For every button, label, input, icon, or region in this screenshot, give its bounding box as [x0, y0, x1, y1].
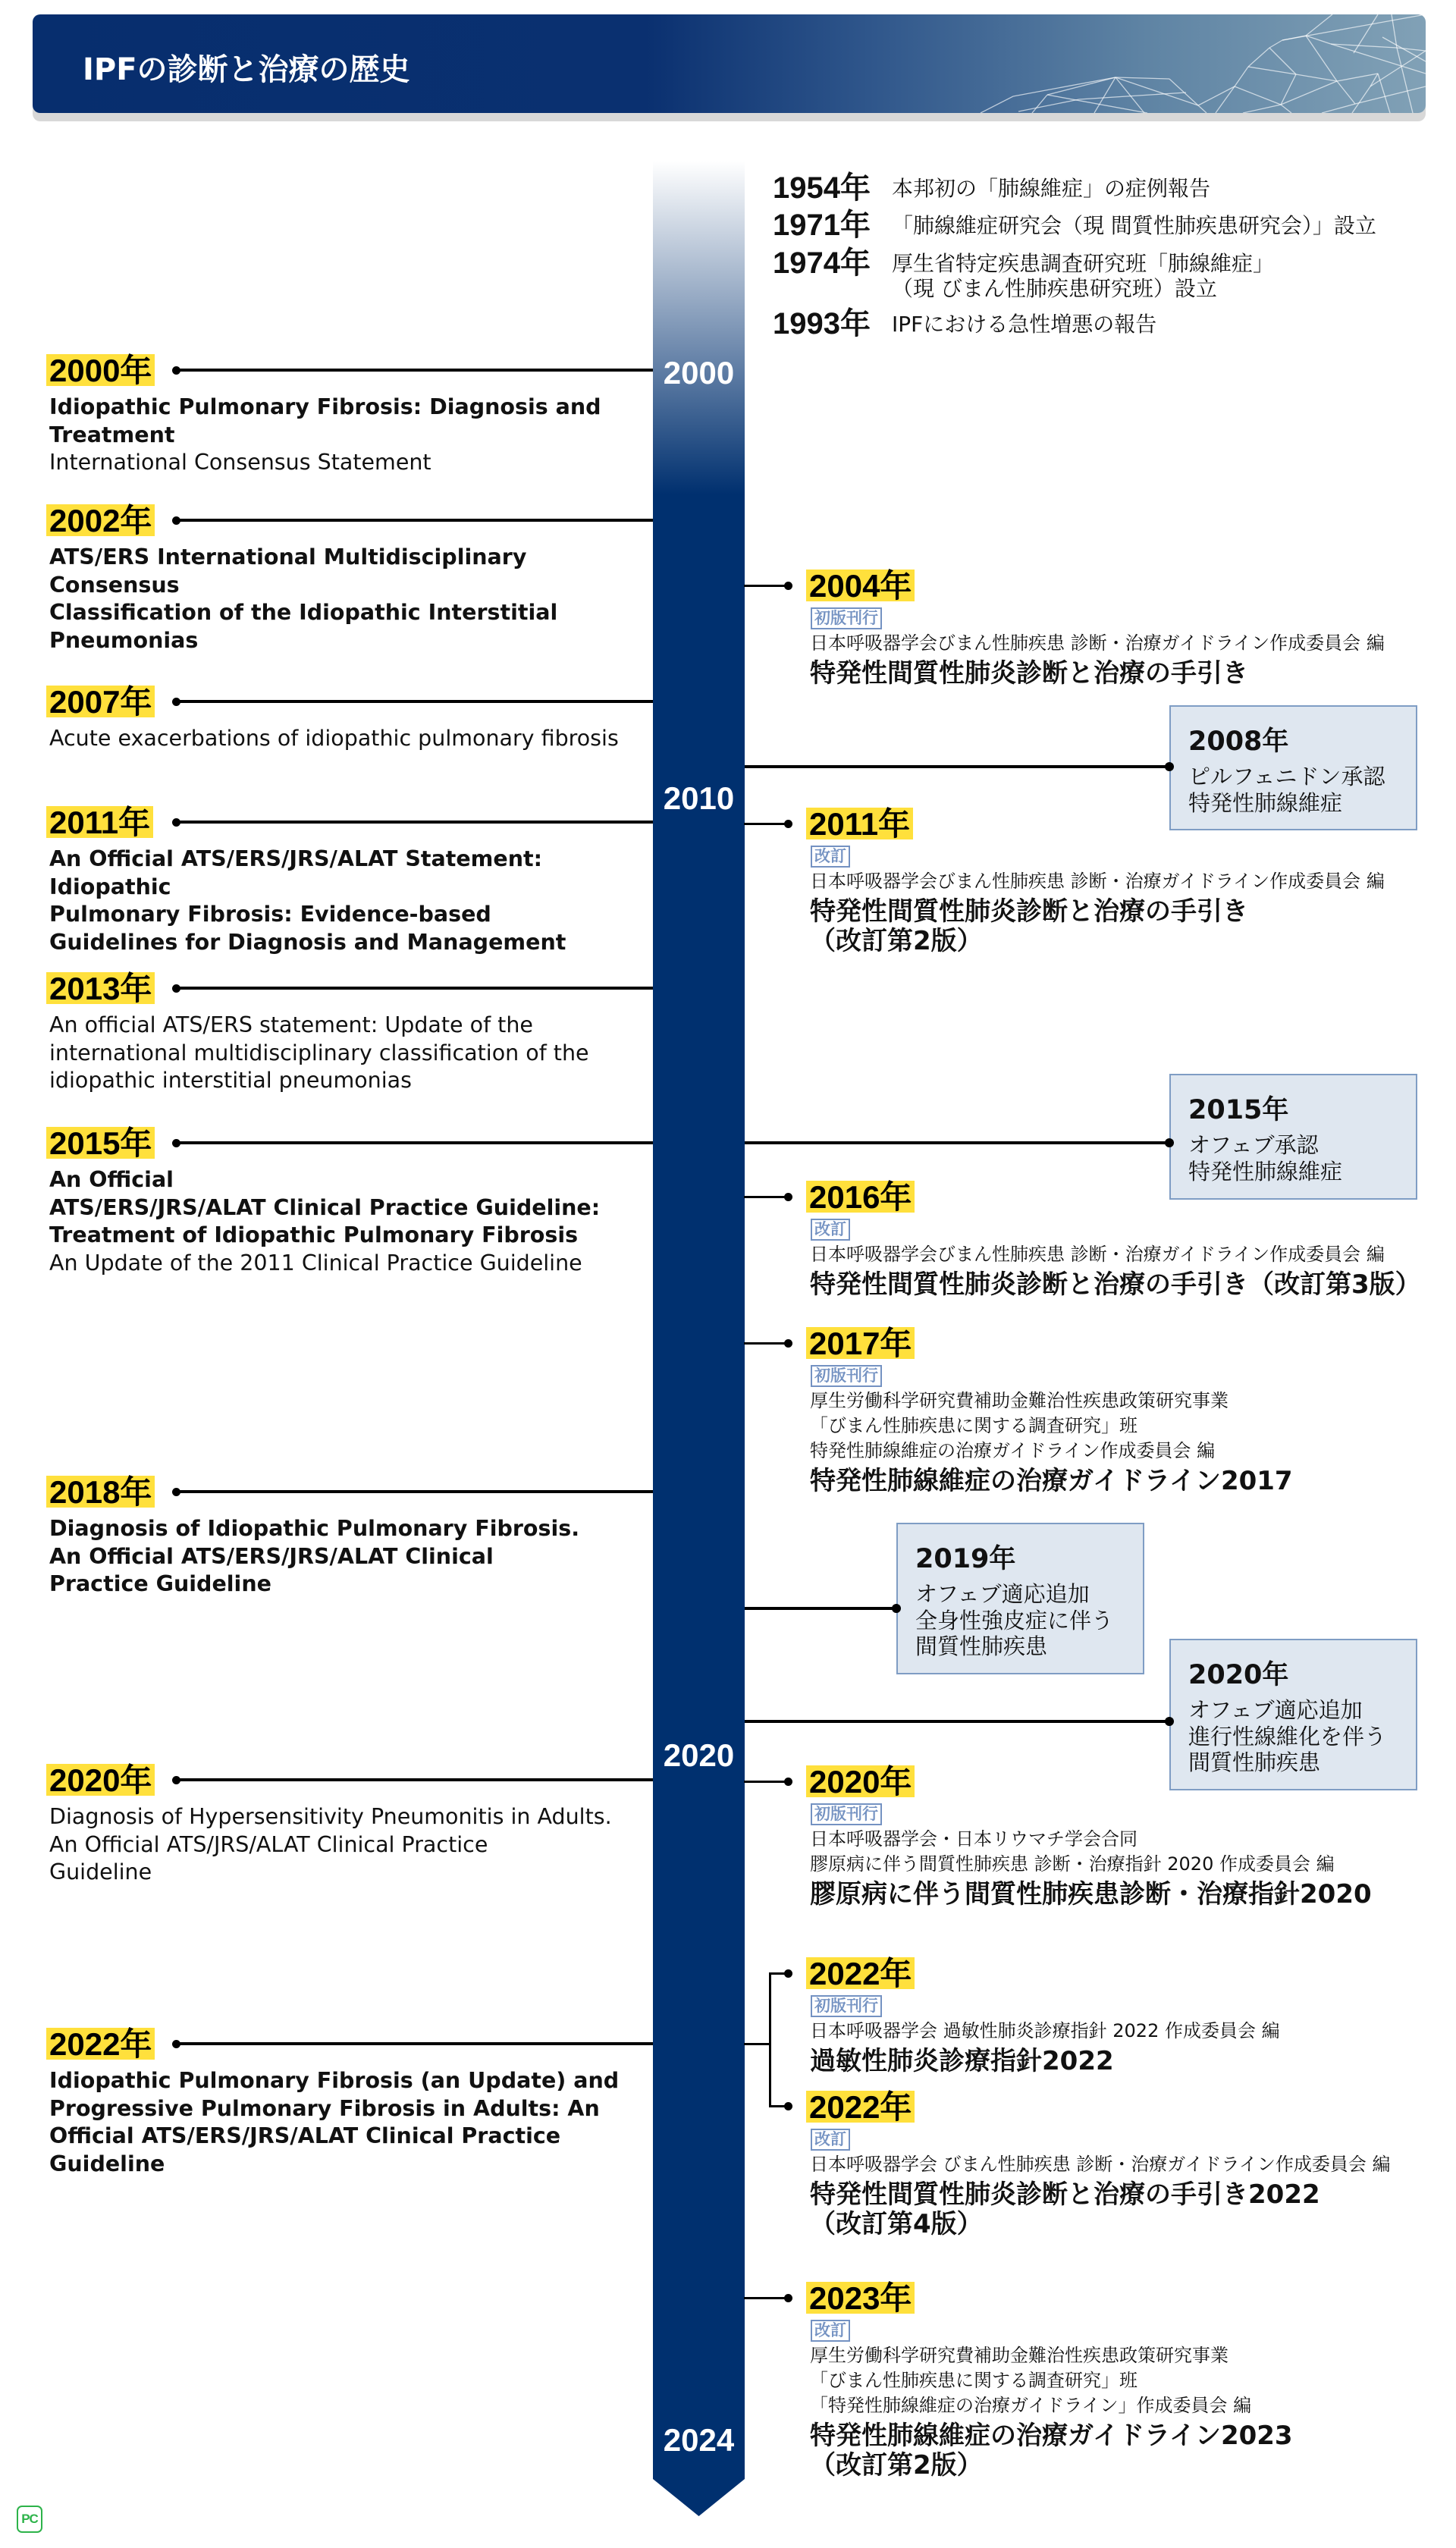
- edition-badge: 改訂: [811, 2129, 850, 2151]
- guideline-citation: [49, 2067, 619, 2178]
- approval-description: [1188, 1697, 1416, 1776]
- citation-line: An Official: [49, 1167, 174, 1192]
- guideline-title: （改訂第2版）: [810, 2450, 983, 2481]
- editor-line: 厚生労働科学研究費補助金難治性疾患政策研究事業: [810, 2345, 1228, 2366]
- early-description: [892, 213, 1376, 238]
- connector-line: [745, 765, 1169, 768]
- editor-line: 特発性肺線維症の治療ガイドライン作成委員会 編: [810, 1440, 1216, 1461]
- guideline-citation: [49, 1012, 589, 1095]
- approval-year: 2020年: [1188, 1660, 1289, 1690]
- year-label: 2022年: [46, 2028, 155, 2060]
- guideline-citation: [49, 394, 601, 477]
- citation-line: Guidelines for Diagnosis and Management: [49, 929, 566, 955]
- citation-line: Diagnosis of Hypersensitivity Pneumonitis in Adults.: [49, 1804, 612, 1829]
- citation-line: Treatment of Idiopathic Pulmonary Fibrosis: [49, 1222, 579, 1247]
- drug-approval-box: [1169, 1074, 1417, 1200]
- citation-line: Guideline: [49, 2151, 165, 2176]
- connector-line: [176, 821, 653, 824]
- citation-line: Treatment: [49, 422, 175, 447]
- guideline-title: 特発性肺線維症の治療ガイドライン2023: [810, 2421, 1293, 2451]
- guideline-citation: [49, 544, 557, 654]
- approval-line: 全身性強皮症に伴う: [915, 1607, 1114, 1633]
- timeline-dot-icon: [784, 1778, 792, 1786]
- citation-line: Guideline: [49, 1859, 152, 1884]
- citation-line: international multidisciplinary classification of the: [49, 1040, 589, 1065]
- guideline-citation: [49, 846, 566, 956]
- connector-line: [176, 369, 653, 372]
- approval-year: 2008年: [1188, 726, 1289, 757]
- editor-line: 膠原病に伴う間質性肺疾患 診断・治療指針 2020 作成委員会 編: [810, 1853, 1335, 1875]
- citation-line: Progressive Pulmonary Fibrosis in Adults: An: [49, 2095, 600, 2121]
- edition-badge: 初版刊行: [811, 1995, 882, 2017]
- timeline-year-marker: 2000: [663, 355, 735, 391]
- intl-guideline-item: [0, 353, 653, 475]
- citation-line: An Update of the 2011 Clinical Practice Guideline: [49, 1250, 582, 1276]
- guideline-title: （改訂第4版）: [810, 2209, 983, 2239]
- guideline-citation: [49, 1166, 600, 1277]
- guideline-citation: [49, 1515, 579, 1599]
- connector-line: [176, 1490, 653, 1493]
- guideline-citation: [49, 725, 619, 753]
- intl-guideline-item: [0, 503, 653, 653]
- guideline-title: 特発性間質性肺炎診断と治療の手引き: [810, 896, 1248, 927]
- editor-line: 日本呼吸器学会びまん性肺疾患 診断・治療ガイドライン作成委員会 編: [810, 871, 1385, 892]
- early-description: [892, 312, 1156, 337]
- year-label: 2007年: [46, 686, 155, 717]
- year-label: 2000年: [46, 354, 155, 386]
- approval-line: 特発性肺線維症: [1188, 789, 1343, 816]
- citation-line: Acute exacerbations of idiopathic pulmonary fibrosis: [49, 726, 619, 751]
- timeline-year-marker: 2024: [663, 2422, 735, 2458]
- page-header: [33, 14, 1426, 113]
- approval-year: 2019年: [915, 1544, 1016, 1574]
- approval-line: ピルフェニドン承認: [1188, 764, 1385, 789]
- citation-line: Pulmonary Fibrosis: Evidence-based: [49, 902, 491, 927]
- year-label: 2022年: [806, 1957, 915, 1989]
- citation-line: Idiopathic Pulmonary Fibrosis: Diagnosis and: [49, 394, 601, 419]
- early-year-label: 1993年: [773, 307, 871, 340]
- bracket-connector: [769, 1972, 771, 2107]
- year-label: 2023年: [806, 2282, 915, 2314]
- citation-line: Consensus: [49, 572, 180, 598]
- timeline-arrow-icon: [653, 161, 745, 2516]
- connector-line: [745, 1141, 1169, 1144]
- early-history-item: [773, 207, 1440, 243]
- citation-line: Official ATS/ERS/JRS/ALAT Clinical Practice: [49, 2123, 561, 2148]
- connector-line: [744, 823, 789, 825]
- editor-line: 日本呼吸器学会びまん性肺疾患 診断・治療ガイドライン作成委員会 編: [810, 632, 1385, 654]
- approval-line: オフェブ適応追加: [1188, 1697, 1363, 1723]
- citation-line: An official ATS/ERS statement: Update of the: [49, 1012, 533, 1037]
- editor-line: 「びまん性肺疾患に関する調査研究」班: [810, 2370, 1138, 2391]
- timeline-dot-icon: [784, 1339, 792, 1348]
- connector-line: [744, 1196, 789, 1198]
- guideline-title: 膠原病に伴う間質性肺疾患診断・治療指針2020: [810, 1879, 1372, 1909]
- timeline-dot-icon: [784, 2294, 792, 2302]
- intl-guideline-item: [0, 971, 653, 1093]
- approval-line: オフェブ承認: [1188, 1132, 1319, 1158]
- guideline-citation: [49, 1803, 612, 1887]
- drug-approval-box: [1169, 705, 1417, 830]
- timeline-dot-icon: [1165, 1717, 1174, 1726]
- year-label: 2011年: [46, 806, 153, 838]
- editor-line: 日本呼吸器学会 びまん性肺疾患 診断・治療ガイドライン作成委員会 編: [810, 2154, 1391, 2175]
- description-line: 厚生省特定疾患調査研究班「肺線維症」: [892, 250, 1275, 276]
- pc-logo-icon: [17, 2506, 42, 2533]
- timeline-year-marker: 2020: [663, 1737, 735, 1773]
- description-line: 「肺線維症研究会（現 間質性肺疾患研究会）」設立: [892, 212, 1376, 238]
- description-line: IPFにおける急性増悪の報告: [892, 311, 1157, 337]
- page-title: IPFの診断と治療の歴史: [83, 52, 410, 87]
- year-label: 2002年: [46, 504, 155, 536]
- guideline-title: 特発性肺線維症の治療ガイドライン2017: [810, 1466, 1293, 1496]
- approval-line: 間質性肺疾患: [1188, 1749, 1321, 1775]
- connector-line: [745, 1607, 896, 1610]
- timeline-dot-icon: [784, 2102, 792, 2110]
- editor-line: 「びまん性肺疾患に関する調査研究」班: [810, 1415, 1138, 1436]
- drug-approval-box: [1169, 1639, 1417, 1790]
- citation-line: International Consensus Statement: [49, 450, 431, 475]
- year-label: 2017年: [806, 1327, 915, 1359]
- edition-badge: 初版刊行: [811, 1803, 882, 1825]
- early-year-label: 1974年: [773, 246, 871, 280]
- bracket-connector: [744, 2043, 770, 2045]
- timeline-dot-icon: [1165, 1138, 1174, 1147]
- guideline-title: 過敏性肺炎診療指針2022: [810, 2046, 1114, 2076]
- connector-line: [745, 1720, 1169, 1723]
- approval-description: [1188, 764, 1416, 816]
- citation-line: Practice Guideline: [49, 1571, 271, 1596]
- citation-line: Classification of the Idiopathic Interstitial: [49, 600, 558, 625]
- editor-line: 日本呼吸器学会・日本リウマチ学会合同: [810, 1828, 1138, 1850]
- early-description: [892, 251, 1274, 301]
- year-label: 2004年: [806, 570, 915, 601]
- citation-line: An Official ATS/JRS/ALAT Clinical Practice: [49, 1831, 488, 1857]
- citation-line: ATS/ERS/JRS/ALAT Clinical Practice Guideline:: [49, 1194, 601, 1220]
- connector-line: [176, 1778, 653, 1781]
- citation-line: idiopathic interstitial pneumonias: [49, 1068, 412, 1093]
- citation-line: An Official ATS/ERS/JRS/ALAT Statement:: [49, 846, 543, 871]
- edition-badge: 改訂: [811, 2320, 850, 2342]
- edition-badge: 改訂: [811, 1219, 850, 1241]
- intl-guideline-item: [0, 1125, 653, 1276]
- approval-year: 2015年: [1188, 1095, 1289, 1125]
- early-history-item: [773, 245, 1440, 301]
- guideline-title: （改訂第2版）: [810, 926, 983, 956]
- guideline-title: 特発性間質性肺炎診断と治療の手引き2022: [810, 2179, 1320, 2210]
- citation-line: Diagnosis of Idiopathic Pulmonary Fibrosis.: [49, 1516, 580, 1541]
- timeline-dot-icon: [784, 820, 792, 828]
- early-year-label: 1971年: [773, 209, 871, 242]
- approval-line: 進行性線維化を伴う: [1188, 1723, 1387, 1749]
- timeline-dot-icon: [892, 1604, 901, 1613]
- year-label: 2016年: [806, 1181, 915, 1213]
- intl-guideline-item: [0, 1474, 653, 1596]
- guideline-title: 特発性間質性肺炎診断と治療の手引き（改訂第3版）: [810, 1269, 1421, 1300]
- approval-line: 特発性肺線維症: [1188, 1158, 1343, 1185]
- approval-line: オフェブ適応追加: [915, 1581, 1090, 1607]
- year-label: 2011年: [806, 808, 913, 839]
- early-description: [892, 176, 1210, 201]
- connector-line: [176, 700, 653, 703]
- drug-approval-box: [896, 1523, 1144, 1674]
- timeline-dot-icon: [784, 1193, 792, 1201]
- timeline-dot-icon: [1165, 762, 1174, 771]
- intl-guideline-item: [0, 2026, 653, 2176]
- approval-description: [915, 1581, 1143, 1660]
- year-label: 2018年: [46, 1476, 155, 1508]
- connector-line: [176, 519, 653, 522]
- connector-line: [176, 987, 653, 990]
- connector-line: [176, 2042, 653, 2045]
- approval-description: [1188, 1132, 1416, 1185]
- timeline-dot-icon: [784, 1969, 792, 1978]
- early-year-label: 1954年: [773, 171, 871, 205]
- year-label: 2022年: [806, 2091, 915, 2123]
- edition-badge: 初版刊行: [811, 607, 882, 629]
- edition-badge: 改訂: [811, 846, 850, 868]
- intl-guideline-item: [0, 1762, 653, 1884]
- intl-guideline-item: [0, 805, 653, 955]
- early-history-item: [773, 170, 1440, 206]
- connector-line: [744, 1342, 789, 1345]
- year-label: 2015年: [46, 1127, 155, 1159]
- editor-line: 「特発性肺線維症の治療ガイドライン」作成委員会 編: [810, 2395, 1252, 2416]
- timeline-dot-icon: [784, 582, 792, 590]
- connector-line: [744, 1781, 789, 1783]
- editor-line: 厚生労働科学研究費補助金難治性疾患政策研究事業: [810, 1390, 1228, 1411]
- guideline-title: 特発性間質性肺炎診断と治療の手引き: [810, 658, 1248, 689]
- citation-line: ATS/ERS International Multidisciplinary: [49, 544, 527, 570]
- timeline-year-marker: 2010: [663, 780, 735, 816]
- editor-line: 日本呼吸器学会 過敏性肺炎診療指針 2022 作成委員会 編: [810, 2020, 1280, 2041]
- year-label: 2013年: [46, 972, 155, 1004]
- logo-text: PC: [21, 2512, 38, 2526]
- citation-line: Pneumonias: [49, 627, 199, 653]
- description-line: （現 びまん性肺疾患研究班）設立: [892, 275, 1217, 301]
- approval-line: 間質性肺疾患: [915, 1633, 1048, 1659]
- connector-line: [176, 1141, 653, 1144]
- year-label: 2020年: [46, 1764, 155, 1796]
- intl-guideline-item: [0, 684, 653, 751]
- edition-badge: 初版刊行: [811, 1365, 882, 1387]
- year-label: 2020年: [806, 1765, 915, 1797]
- early-history-item: [773, 306, 1440, 342]
- connector-line: [744, 585, 789, 587]
- citation-line: Idiopathic Pulmonary Fibrosis (an Update) and: [49, 2068, 620, 2093]
- connector-line: [744, 2297, 789, 2299]
- citation-line: An Official ATS/ERS/JRS/ALAT Clinical: [49, 1543, 494, 1569]
- editor-line: 日本呼吸器学会びまん性肺疾患 診断・治療ガイドライン作成委員会 編: [810, 1244, 1385, 1265]
- description-line: 本邦初の「肺線維症」の症例報告: [892, 175, 1211, 201]
- citation-line: Idiopathic: [49, 874, 171, 899]
